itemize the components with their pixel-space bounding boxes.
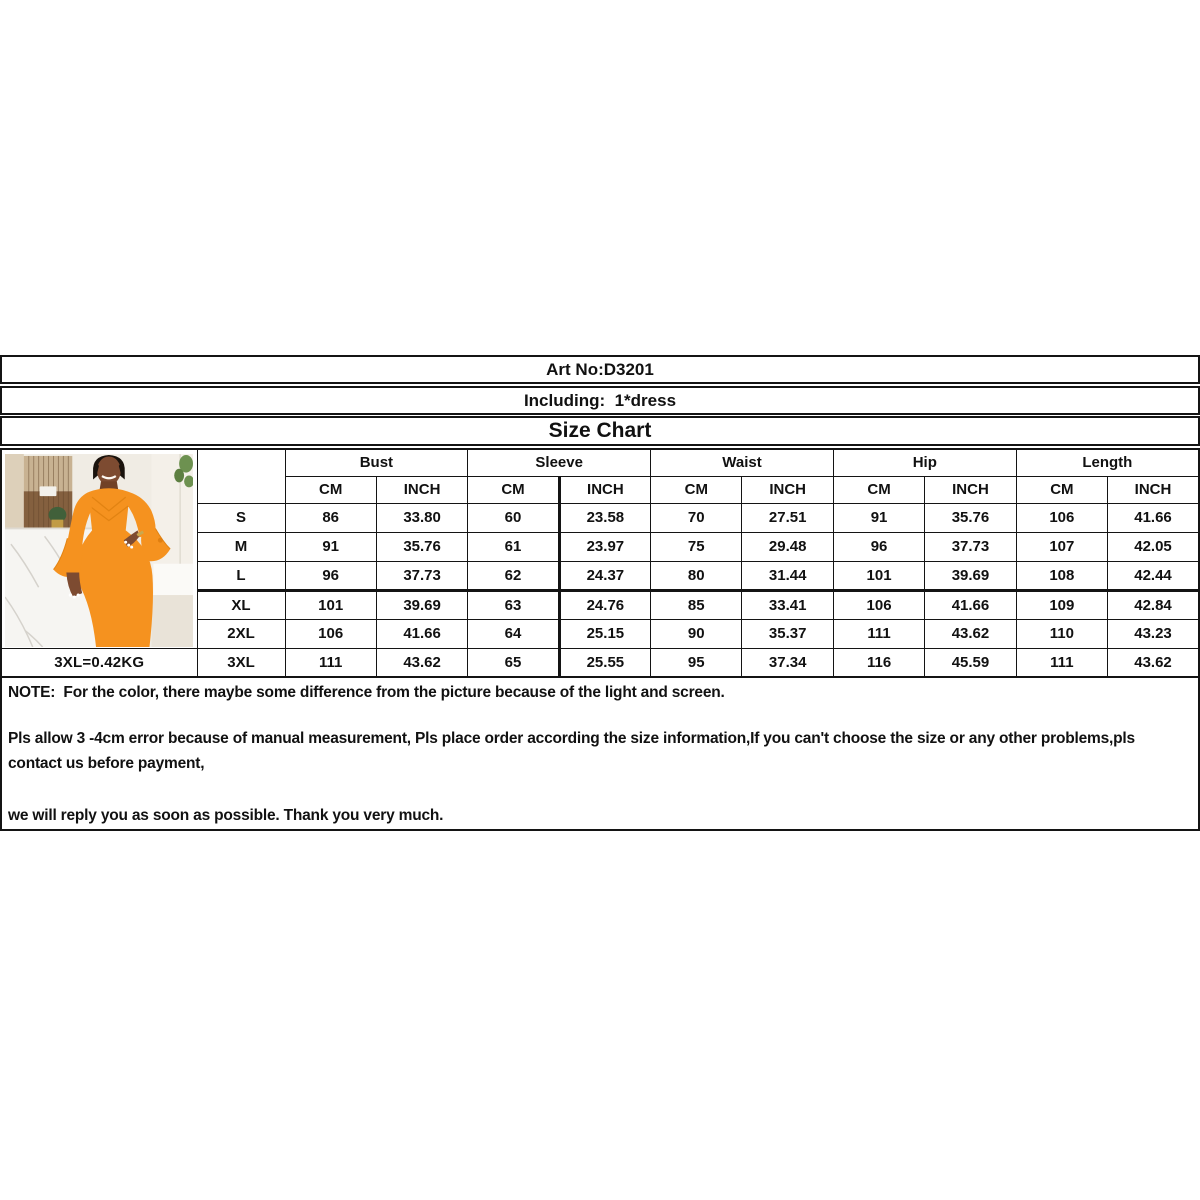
value-cell: 35.37: [742, 619, 833, 648]
unit-header: INCH: [1108, 476, 1199, 503]
unit-header: CM: [651, 476, 742, 503]
value-cell: 29.48: [742, 532, 833, 561]
product-photo: [5, 454, 193, 647]
value-cell: 109: [1016, 590, 1107, 619]
value-cell: 60: [468, 503, 559, 532]
value-cell: 106: [833, 590, 924, 619]
value-cell: 70: [651, 503, 742, 532]
value-cell: 42.44: [1108, 561, 1199, 590]
value-cell: 95: [651, 648, 742, 677]
value-cell: 41.66: [376, 619, 467, 648]
value-cell: 108: [1016, 561, 1107, 590]
unit-header: INCH: [376, 476, 467, 503]
value-cell: 37.73: [376, 561, 467, 590]
value-cell: 23.58: [559, 503, 650, 532]
table-group-header-row: [1, 449, 1199, 476]
value-cell: 35.76: [925, 503, 1016, 532]
col-group-sleeve: Sleeve: [468, 449, 651, 476]
size-chart-title-row: [0, 416, 1200, 446]
table-row-3xl: [1, 648, 1199, 677]
unit-header: CM: [468, 476, 559, 503]
product-photo-cell: [1, 449, 197, 648]
size-cell: L: [197, 561, 285, 590]
value-cell: 27.51: [742, 503, 833, 532]
value-cell: 91: [285, 532, 376, 561]
value-cell: 107: [1016, 532, 1107, 561]
art-no-text: Art No:D3201: [546, 359, 654, 379]
value-cell: 106: [285, 619, 376, 648]
size-cell: 3XL: [197, 648, 285, 677]
size-chart-title: Size Chart: [548, 419, 652, 442]
value-cell: 85: [651, 590, 742, 619]
col-group-bust: Bust: [285, 449, 468, 476]
value-cell: 80: [651, 561, 742, 590]
weight-label-cell: 3XL=0.42KG: [1, 648, 197, 677]
unit-header: INCH: [742, 476, 833, 503]
value-cell: 101: [285, 590, 376, 619]
value-cell: 31.44: [742, 561, 833, 590]
unit-header: CM: [1016, 476, 1107, 503]
size-cell: M: [197, 532, 285, 561]
value-cell: 42.05: [1108, 532, 1199, 561]
value-cell: 96: [285, 561, 376, 590]
col-group-length: Length: [1016, 449, 1199, 476]
value-cell: 90: [651, 619, 742, 648]
value-cell: 106: [1016, 503, 1107, 532]
col-group-hip: Hip: [833, 449, 1016, 476]
note-box: [0, 676, 1200, 831]
value-cell: 91: [833, 503, 924, 532]
value-cell: 25.55: [559, 648, 650, 677]
note-line-reply: we will reply you as soon as possible. Thank you very much.: [8, 807, 444, 824]
value-cell: 43.62: [925, 619, 1016, 648]
value-cell: 33.80: [376, 503, 467, 532]
value-cell: 62: [468, 561, 559, 590]
value-cell: 39.69: [925, 561, 1016, 590]
value-cell: 35.76: [376, 532, 467, 561]
value-cell: 75: [651, 532, 742, 561]
value-cell: 116: [833, 648, 924, 677]
size-cell: XL: [197, 590, 285, 619]
unit-header: CM: [285, 476, 376, 503]
note-line-measurement: Pls allow 3 -4cm error because of manual measurement, Pls place order according the size information,If you can't choose the size or any other problems,pls contact us before payment,: [8, 730, 1140, 772]
size-cell: 2XL: [197, 619, 285, 648]
value-cell: 37.73: [925, 532, 1016, 561]
value-cell: 39.69: [376, 590, 467, 619]
size-column-header: [197, 449, 285, 503]
value-cell: 42.84: [1108, 590, 1199, 619]
including-text: Including: 1*dress: [523, 390, 677, 410]
value-cell: 43.23: [1108, 619, 1199, 648]
value-cell: 23.97: [559, 532, 650, 561]
value-cell: 65: [468, 648, 559, 677]
value-cell: 24.76: [559, 590, 650, 619]
note-line-color: NOTE: For the color, there maybe some difference from the picture because of the light and screen.: [8, 684, 725, 701]
value-cell: 25.15: [559, 619, 650, 648]
size-table: [0, 448, 1200, 678]
value-cell: 61: [468, 532, 559, 561]
value-cell: 111: [1016, 648, 1107, 677]
size-cell: S: [197, 503, 285, 532]
value-cell: 86: [285, 503, 376, 532]
value-cell: 37.34: [742, 648, 833, 677]
unit-header: INCH: [925, 476, 1016, 503]
value-cell: 45.59: [925, 648, 1016, 677]
light-switch: [40, 486, 57, 496]
value-cell: 63: [468, 590, 559, 619]
value-cell: 41.66: [1108, 503, 1199, 532]
value-cell: 110: [1016, 619, 1107, 648]
value-cell: 111: [833, 619, 924, 648]
including-row: [0, 386, 1200, 415]
value-cell: 41.66: [925, 590, 1016, 619]
value-cell: 64: [468, 619, 559, 648]
value-cell: 101: [833, 561, 924, 590]
col-group-waist: Waist: [651, 449, 834, 476]
unit-header: INCH: [559, 476, 650, 503]
art-no-row: [0, 355, 1200, 384]
value-cell: 111: [285, 648, 376, 677]
value-cell: 33.41: [742, 590, 833, 619]
value-cell: 24.37: [559, 561, 650, 590]
value-cell: 43.62: [376, 648, 467, 677]
unit-header: CM: [833, 476, 924, 503]
value-cell: 96: [833, 532, 924, 561]
value-cell: 43.62: [1108, 648, 1199, 677]
